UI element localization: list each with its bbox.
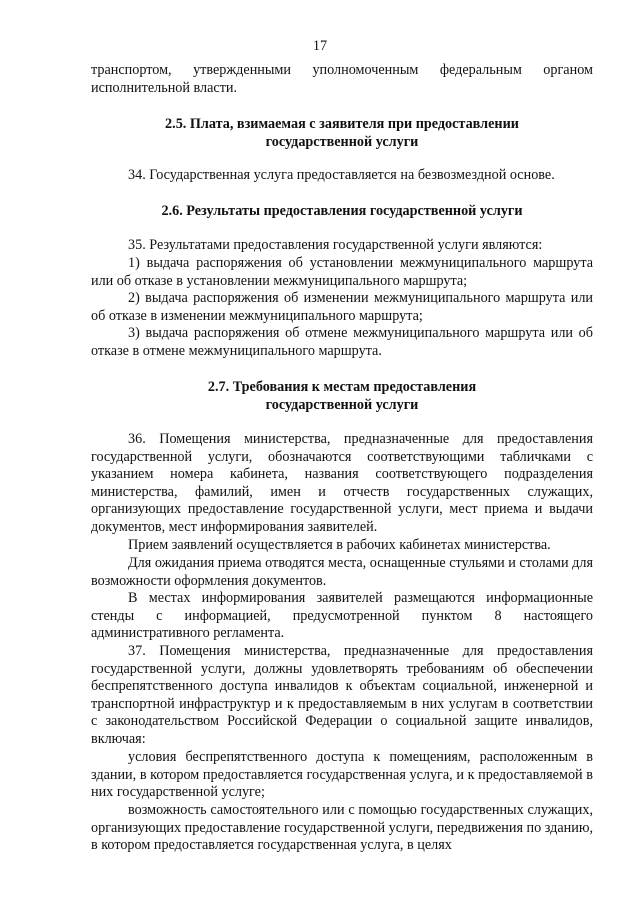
- list-item-2: 2) выдача распоряжения об изменении межмуниципального маршрута или об отказе в изменении межмуниципального маршрута;: [91, 290, 593, 324]
- paragraph-movement: возможность самостоятельного или с помощью государственных служащих, организующих предоставление государственной услуги, передвижения по зданию, в котором предоставляется государственная услуга, в целях: [91, 802, 593, 854]
- paragraph-waiting: Для ожидания приема отводятся места, оснащенные стульями и столами для возможности оформления документов.: [91, 555, 593, 589]
- list-item-3: 3) выдача распоряжения об отмене межмуниципального маршрута или об отказе в отмене межмуниципального маршрута.: [91, 325, 593, 359]
- paragraph-35: 35. Результатами предоставления государственной услуги являются:: [128, 237, 543, 253]
- paragraph-34: 34. Государственная услуга предоставляется на безвозмездной основе.: [128, 167, 555, 183]
- paragraph-37: 37. Помещения министерства, предназначенные для предоставления государственной услуги, должны удовлетворять требованиям об обеспечении беспрепятственного доступа инвалидов к объектам социальной, инженерной и транспортной инфраструктур и к предоставляемым в них услугам в соответствии с законодательством Российской Федерации о социальной защите инвалидов, включая:: [91, 643, 593, 747]
- paragraph-36: 36. Помещения министерства, предназначенные для предоставления государственной услуги, обозначаются соответствующими табличками с указанием номера кабинета, названия соответствующего подразделения министерства, фамилий, имен и отчеств государственных служащих, организующих предоставление государственной услуги, мест приема и выдачи документов, мест информирования заявителей.: [91, 431, 593, 535]
- list-item-1: 1) выдача распоряжения об установлении межмуниципального маршрута или об отказе в установлении межмуниципального маршрута;: [91, 255, 593, 289]
- paragraph-reception: Прием заявлений осуществляется в рабочих кабинетах министерства.: [128, 537, 551, 553]
- page-number: 17: [312, 38, 328, 54]
- paragraph-access-conditions: условия беспрепятственного доступа к помещениям, расположенным в здании, в котором предоставляется государственная услуга, и к предоставляемой в них государственной услуге;: [91, 749, 593, 801]
- paragraph-continuation: транспортом, утвержденными уполномоченным федеральным органом исполнительной власти.: [91, 62, 593, 96]
- section-heading-2-6: 2.6. Результаты предоставления государственной услуги: [161, 203, 523, 219]
- section-heading-2-5: 2.5. Плата, взимаемая с заявителя при предоставлении государственной услуги: [165, 116, 519, 150]
- section-heading-2-7: 2.7. Требования к местам предоставления государственной услуги: [207, 379, 477, 413]
- paragraph-info-stands: В местах информирования заявителей размещаются информационные стенды с информацией, предусмотренной пунктом 8 настоящего административного регламента.: [91, 590, 593, 642]
